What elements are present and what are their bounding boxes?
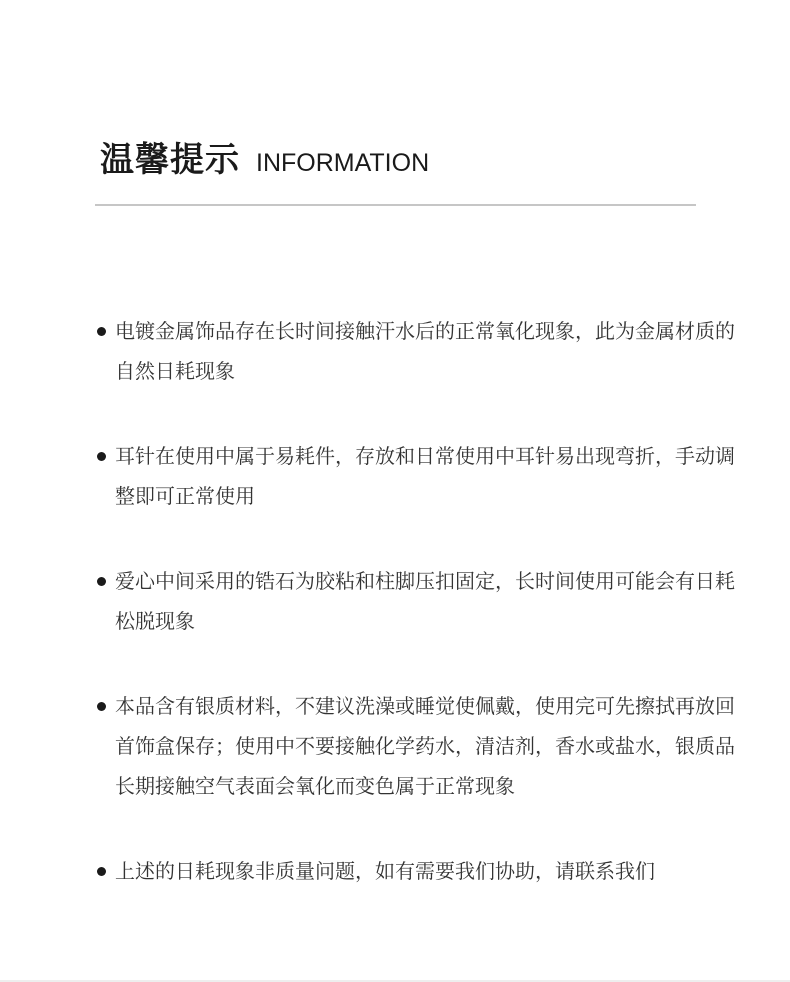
tip-text: 爱心中间采用的锆石为胶粘和柱脚压扣固定，长时间使用可能会有日耗松脱现象 bbox=[115, 569, 735, 633]
tip-text: 上述的日耗现象非质量问题，如有需要我们协助，请联系我们 bbox=[115, 859, 655, 883]
tip-text: 耳针在使用中属于易耗件，存放和日常使用中耳针易出现弯折，手动调整即可正常使用 bbox=[115, 444, 735, 508]
bullet-icon bbox=[97, 702, 106, 711]
tip-text: 本品含有银质材料，不建议洗澡或睡觉使佩戴，使用完可先擦拭再放回首饰盒保存；使用中不要接触化学药水，清洁剂，香水或盐水，银质品长期接触空气表面会氧化而变色属于正常现象 bbox=[115, 694, 735, 798]
list-item bbox=[95, 436, 735, 516]
list-item bbox=[95, 686, 735, 806]
bullet-icon bbox=[97, 452, 106, 461]
page-subtitle: INFORMATION bbox=[256, 149, 430, 177]
bullet-icon bbox=[97, 867, 106, 876]
bullet-icon bbox=[97, 577, 106, 586]
list-item bbox=[95, 561, 735, 641]
header-divider bbox=[95, 204, 696, 206]
tips-list bbox=[95, 311, 735, 891]
tip-text: 电镀金属饰品存在长时间接触汗水后的正常氧化现象，此为金属材质的自然日耗现象 bbox=[115, 319, 735, 383]
page-title: 温馨提示 bbox=[100, 140, 240, 180]
list-item bbox=[95, 851, 735, 891]
section-header bbox=[100, 132, 429, 181]
list-item bbox=[95, 311, 735, 391]
bullet-icon bbox=[97, 327, 106, 336]
